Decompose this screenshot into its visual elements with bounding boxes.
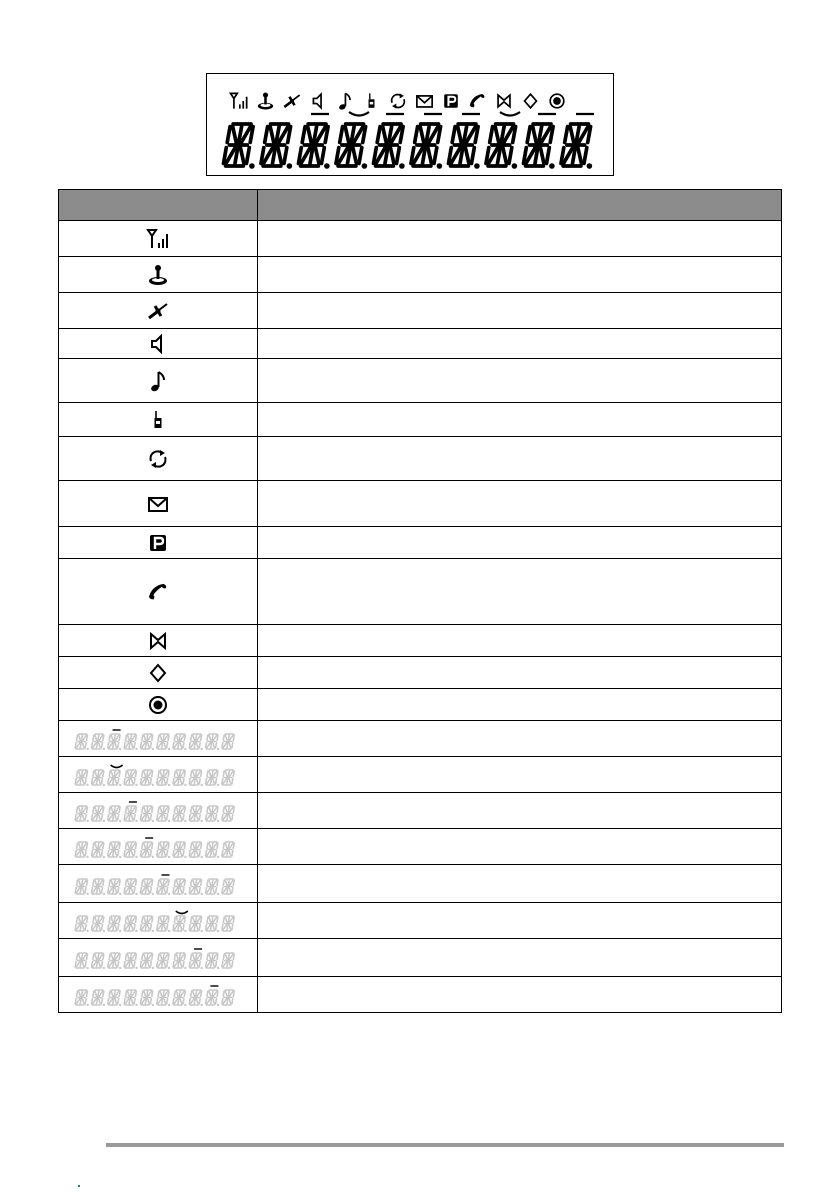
segment-indicator-icon <box>73 800 243 822</box>
icon-cell <box>59 757 258 793</box>
repeater-icon <box>392 93 405 108</box>
table-row <box>59 625 782 657</box>
lcd-digit <box>336 124 367 169</box>
lcd-digit <box>224 124 255 169</box>
description-cell <box>258 625 782 657</box>
icon-cell <box>59 403 258 437</box>
segment-indicator-icon <box>73 910 243 932</box>
signal-strength-icon <box>146 227 170 251</box>
icon-cell <box>59 689 258 721</box>
talkaround-icon <box>498 95 510 107</box>
icon-legend-table <box>58 189 782 1013</box>
description-cell <box>258 359 782 403</box>
description-cell <box>258 527 782 559</box>
record-icon <box>550 94 564 108</box>
table-row <box>59 757 782 793</box>
lcd-digit <box>374 124 405 169</box>
table-row <box>59 865 782 903</box>
signal-strength-icon <box>231 93 248 108</box>
description-cell <box>258 829 782 865</box>
corner-mark <box>78 1185 80 1187</box>
radio-icon <box>369 93 375 107</box>
icon-cell <box>59 625 258 657</box>
lcd-digit <box>561 124 592 169</box>
lcd-digit <box>524 124 555 169</box>
description-cell <box>258 689 782 721</box>
segment-indicator-icon <box>73 984 243 1006</box>
icon-cell <box>59 657 258 689</box>
description-cell <box>258 403 782 437</box>
description-cell <box>258 481 782 527</box>
table-row <box>59 559 782 625</box>
tone-icon <box>338 93 350 110</box>
indicator-arc <box>176 911 188 914</box>
call-icon <box>470 92 485 109</box>
segment-indicator-icon <box>73 764 243 786</box>
table-row <box>59 403 782 437</box>
header-icon-column <box>59 190 258 221</box>
monitor-icon <box>258 93 273 110</box>
description-cell <box>258 865 782 903</box>
indicator-arc <box>111 765 123 768</box>
table-row <box>59 257 782 293</box>
table-row <box>59 437 782 481</box>
lcd-indicator-arc <box>349 112 369 116</box>
envelope-icon <box>146 492 170 516</box>
table-row <box>59 829 782 865</box>
icon-cell <box>59 481 258 527</box>
icon-cell <box>59 793 258 829</box>
description-cell <box>258 657 782 689</box>
icon-cell <box>59 559 258 625</box>
lcd-display-graphic <box>207 74 613 175</box>
scan-icon <box>284 95 299 107</box>
description-cell <box>258 257 782 293</box>
message-icon <box>417 96 432 107</box>
icon-cell <box>59 829 258 865</box>
icon-cell <box>59 293 258 329</box>
description-cell <box>258 559 782 625</box>
lcd-digit <box>261 124 292 169</box>
segment-indicator-icon <box>73 836 243 858</box>
description-cell <box>258 437 782 481</box>
key-icon <box>525 94 537 108</box>
priority-icon <box>444 94 458 108</box>
footer-rule <box>106 1143 784 1147</box>
monitor-icon <box>146 263 170 287</box>
table-row <box>59 721 782 757</box>
scan-icon <box>146 299 170 323</box>
priority-p-icon <box>146 531 170 555</box>
icon-cell <box>59 977 258 1013</box>
lcd-display-panel <box>206 73 614 176</box>
table-row <box>59 221 782 257</box>
icon-cell <box>59 221 258 257</box>
table-row <box>59 903 782 939</box>
table-row <box>59 293 782 329</box>
table-row <box>59 939 782 977</box>
bowtie-icon <box>146 629 170 653</box>
diamond-icon <box>146 661 170 685</box>
lcd-digit <box>486 124 517 169</box>
icon-cell <box>59 359 258 403</box>
description-cell <box>258 293 782 329</box>
table-header-row <box>59 190 782 221</box>
description-cell <box>258 793 782 829</box>
table-row <box>59 977 782 1013</box>
icon-cell <box>59 903 258 939</box>
segment-indicator-icon <box>73 873 243 895</box>
segment-indicator-icon <box>73 728 243 750</box>
phone-handset-icon <box>146 580 170 604</box>
speaker-icon <box>313 94 321 108</box>
icon-cell <box>59 527 258 559</box>
icon-cell <box>59 257 258 293</box>
table-row <box>59 793 782 829</box>
table-row <box>59 359 782 403</box>
radio-icon <box>146 408 170 432</box>
lcd-digit <box>299 124 330 169</box>
repeater-icon <box>146 447 170 471</box>
icon-cell <box>59 865 258 903</box>
lcd-digit <box>411 124 442 169</box>
segment-indicator-icon <box>73 947 243 969</box>
record-circle-icon <box>146 693 170 717</box>
description-cell <box>258 329 782 359</box>
speaker-icon <box>146 332 170 356</box>
header-description-column <box>258 190 782 221</box>
description-cell <box>258 903 782 939</box>
icon-cell <box>59 437 258 481</box>
table-row <box>59 657 782 689</box>
table-row <box>59 527 782 559</box>
icon-cell <box>59 329 258 359</box>
description-cell <box>258 221 782 257</box>
description-cell <box>258 977 782 1013</box>
table-row <box>59 481 782 527</box>
lcd-digit <box>449 124 480 169</box>
icon-cell <box>59 721 258 757</box>
icon-cell <box>59 939 258 977</box>
description-cell <box>258 757 782 793</box>
table-row <box>59 689 782 721</box>
lcd-indicator-arc <box>500 112 520 116</box>
table-row <box>59 329 782 359</box>
description-cell <box>258 721 782 757</box>
description-cell <box>258 939 782 977</box>
music-note-icon <box>146 369 170 393</box>
